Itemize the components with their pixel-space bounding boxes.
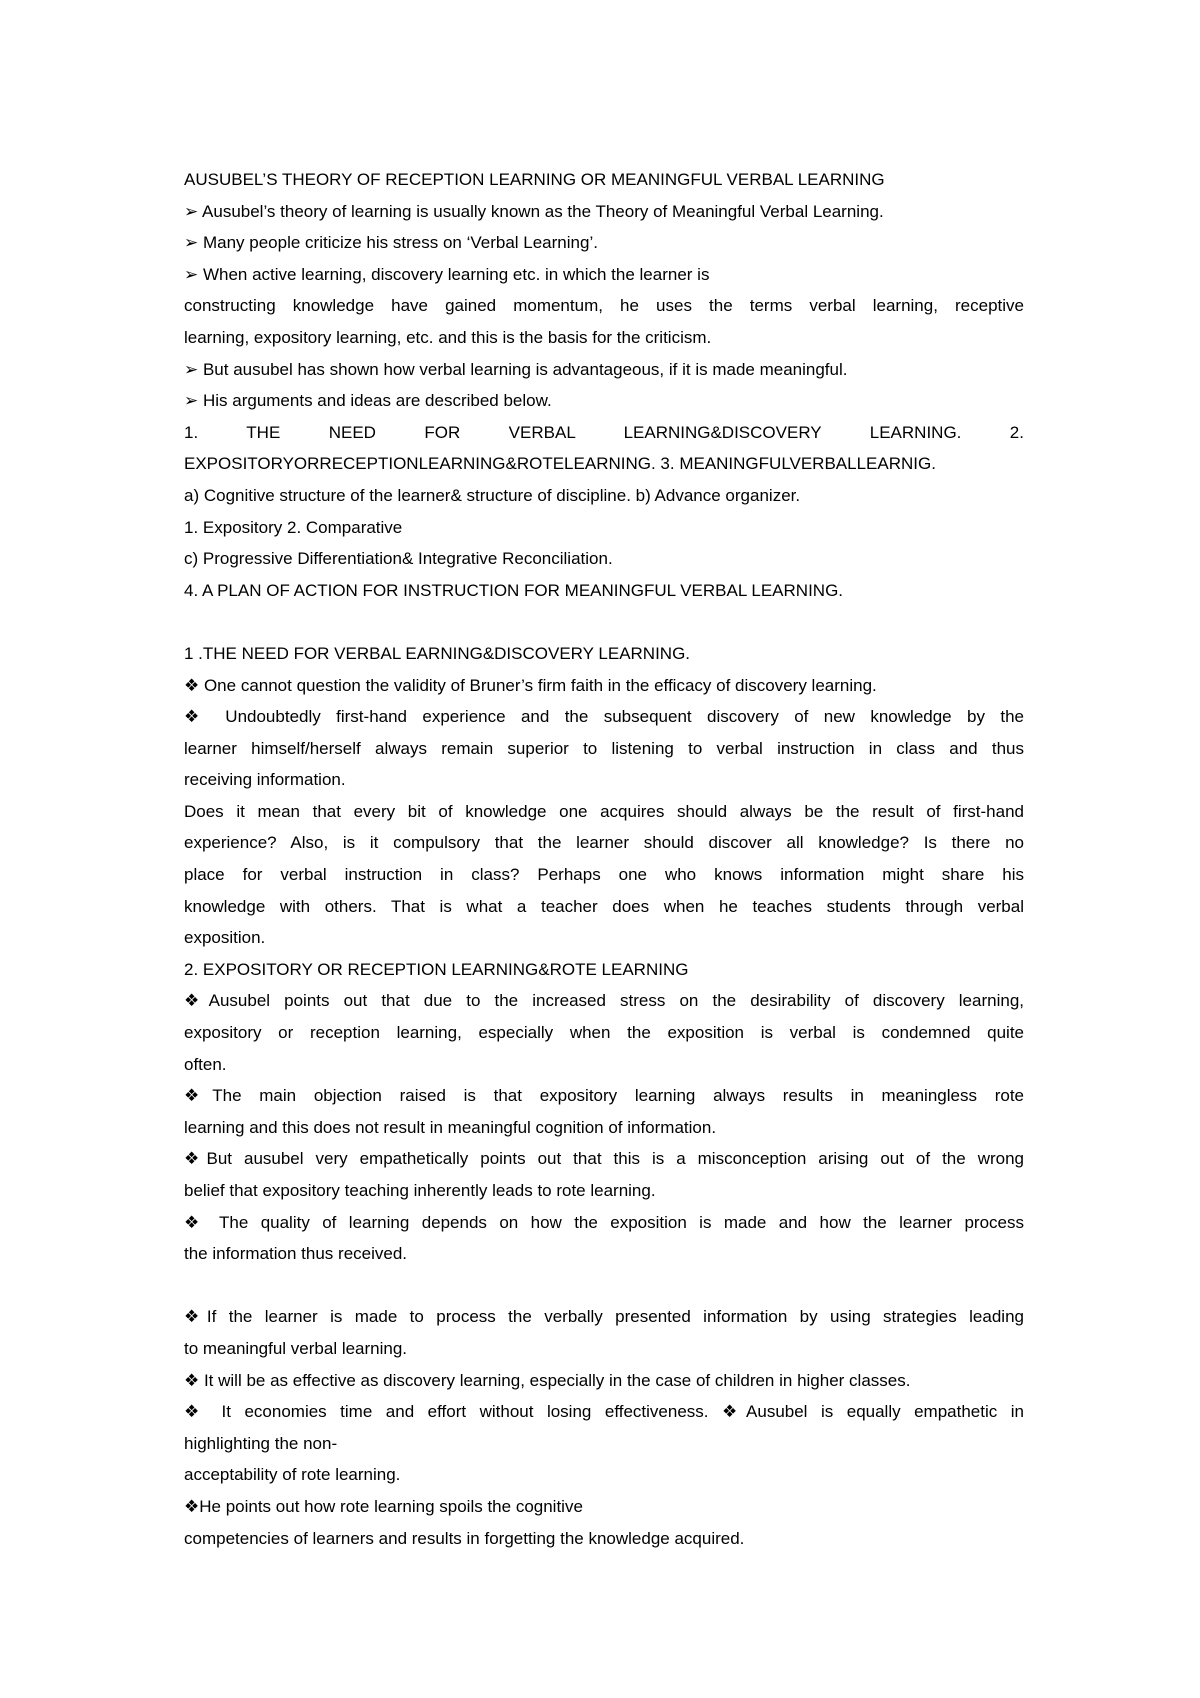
text-line: ❖ One cannot question the validity of Bruner’s firm faith in the efficacy of discovery learning. [184,675,877,695]
text-line: learning and this does not result in meaningful cognition of information. [184,1117,717,1137]
text-line: experience? Also, is it compulsory that the learner should discover all knowledge? Is there no [184,833,1024,853]
text-line: ❖ It economies time and effort without losing effectiveness. ❖Ausubel is equally empathetic in [184,1402,1024,1422]
text-line: expository or reception learning, especially when the exposition is verbal is condemned quite [184,1023,1024,1043]
text-line: ❖If the learner is made to process the verbally presented information by using strategies leading [184,1307,1024,1327]
blank-line [184,606,1024,638]
text-line: constructing knowledge have gained momentum, he uses the terms verbal learning, receptive [184,296,1024,316]
text-line: belief that expository teaching inherently leads to rote learning. [184,1181,656,1200]
text-line: often. [184,1054,227,1074]
text-line: ❖ Undoubtedly first-hand experience and the subsequent discovery of new knowledge by the [184,707,1024,727]
text-line: 1. THE NEED FOR VERBAL LEARNING&DISCOVERY LEARNING. 2. [184,422,1024,442]
text-line: the information thus received. [184,1244,408,1264]
text-line: ➢ Many people criticize his stress on ‘Verbal Learning’. [184,233,598,253]
text-line: exposition. [184,928,266,948]
text-line: ❖ It will be as effective as discovery learning, especially in the case of children in higher classes. [184,1370,911,1390]
text-line: to meaningful verbal learning. [184,1338,408,1358]
blank-line [184,1270,1024,1302]
text-line: ❖But ausubel very empathetically points out that this is a misconception arising out of the wrong [184,1149,1024,1169]
text-line: ❖Ausubel points out that due to the increased stress on the desirability of discovery learning, [184,991,1024,1011]
text-line: EXPOSITORYORRECEPTIONLEARNING&ROTELEARNING. 3. MEANINGFULVERBALLEARNIG. [184,454,936,474]
text-line: a) Cognitive structure of the learner& structure of discipline. b) Advance organizer. [184,485,801,505]
text-line: 1. Expository 2. Comparative [184,517,403,537]
text-line: 4. A PLAN OF ACTION FOR INSTRUCTION FOR MEANINGFUL VERBAL LEARNING. [184,580,844,600]
text-line: competencies of learners and results in forgetting the knowledge acquired. [184,1528,745,1548]
document-body [184,164,1024,1554]
text-line: ❖The main objection raised is that expository learning always results in meaningless rote [184,1086,1024,1106]
text-line: acceptability of rote learning. [184,1465,401,1485]
text-line: ➢ But ausubel has shown how verbal learning is advantageous, if it is made meaningful. [184,359,848,379]
text-line: Does it mean that every bit of knowledge one acquires should always be the result of first-hand [184,801,1024,821]
text-line: ➢ When active learning, discovery learning etc. in which the learner is [184,264,710,284]
text-line: ❖He points out how rote learning spoils the cognitive [184,1496,583,1516]
text-line: place for verbal instruction in class? Perhaps one who knows information might share his [184,865,1024,885]
text-line: highlighting the non- [184,1433,338,1453]
text-line: 2. EXPOSITORY OR RECEPTION LEARNING&ROTE LEARNING [184,959,689,979]
text-line: ❖ The quality of learning depends on how the exposition is made and how the learner process [184,1212,1024,1232]
text-line: ➢ Ausubel’s theory of learning is usually known as the Theory of Meaningful Verbal Learning. [184,201,884,221]
text-line: c) Progressive Differentiation& Integrative Reconciliation. [184,549,613,569]
text-line: ➢ His arguments and ideas are described below. [184,391,552,411]
text-line: learning, expository learning, etc. and this is the basis for the criticism. [184,327,712,347]
text-line: learner himself/herself always remain superior to listening to verbal instruction in class and thus [184,738,1024,758]
text-line: AUSUBEL’S THEORY OF RECEPTION LEARNING OR MEANINGFUL VERBAL LEARNING [184,170,885,189]
text-line: 1 .THE NEED FOR VERBAL EARNING&DISCOVERY LEARNING. [184,643,691,663]
text-line: receiving information. [184,770,346,790]
text-line: knowledge with others. That is what a teacher does when he teaches students through verbal [184,896,1024,916]
